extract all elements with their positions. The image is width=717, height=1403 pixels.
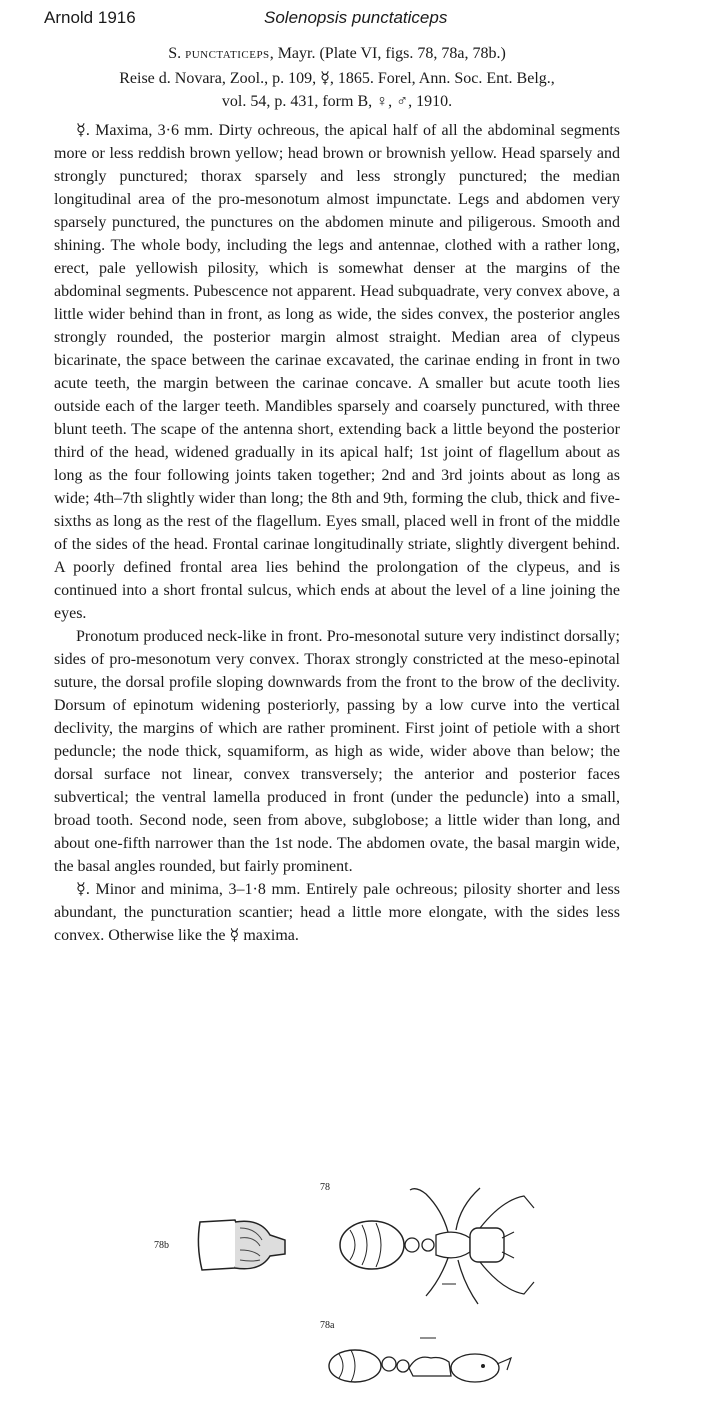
genus-abbreviation: S. [168,45,182,62]
header-species: Solenopsis punctaticeps [264,8,448,27]
reference-line-2: vol. 54, p. 431, form B, ♀, ♂, 1910. [221,93,453,110]
heading-rest: , Mayr. (Plate VI, figs. 78, 78a, 78b.) [269,45,506,62]
species-name: punctaticeps [185,45,270,62]
plate-figure [140,1180,540,1390]
reference-block [54,67,620,113]
petiole-node-drawing [190,1210,300,1280]
figure-label-78a: 78a [320,1320,335,1331]
document-body [54,42,620,947]
ant-dorsal-drawing [330,1180,550,1310]
ant-lateral-drawing [325,1328,525,1388]
reference-line-1: Reise d. Novara, Zool., p. 109, ☿, 1865. Forel, Ann. Soc. Ent. Belg., [119,70,555,87]
figure-label-78: 78 [320,1182,330,1193]
header-author-year: Arnold 1916 [44,8,136,27]
figure-label-78b: 78b [154,1240,169,1251]
species-heading [54,42,620,65]
paragraph-worker-minor: ☿. Minor and minima, 3–1·8 mm. Entirely pale ochreous; pilosity shorter and less abundant, the puncturation scantier; head a little more elongate, with the sides less convex. Otherwise like the ☿ maxima. [54,881,620,944]
page-header [44,8,677,32]
paragraph-worker-maxima: ☿. Maxima, 3·6 mm. Dirty ochreous, the apical half of all the abdominal segments more or less reddish brown yellow; head brown or brownish yellow. Head sparsely and strongly punctured; thorax sparsely and less strongly punctured; the median longitudinal area of the pro-mesonotum almost impunctate. Legs and abdomen very sparsely punctured, the punctures on the abdomen minute and piligerous. Smooth and shining. The whole body, including the legs and antennae, clothed with a rather long, erect, pale yellowish pilosity, which is somewhat denser at the margins of the abdominal segments. Pubescence not apparent. Head subquadrate, very convex above, a little wider behind than in front, as long as wide, the sides convex, the posterior angles strongly rounded, the posterior margin almost straight. Median area of clypeus bicarinate, the space between the carinae excavated, the carinae ending in front in two acute teeth, the margin between the carinae concave. A smaller but acute tooth lies outside each of the larger teeth. Mandibles sparsely and coarsely punctured, with three blunt teeth. The scape of the antenna short, extending back a little beyond the posterior third of the head, widened gradually in its apical half; 1st joint of flagellum about as long as the four following joints taken together; 2nd and 3rd joints about as long as wide; 4th–7th slightly wider than long; the 8th and 9th, forming the club, thick and five-sixths as long as the rest of the flagellum. Eyes small, placed well in front of the middle of the sides of the head. Frontal carinae longitudinally striate, slightly divergent behind. A poorly defined frontal area lies behind the prolongation of the clypeus, and is continued into a short frontal sulcus, which ends at about the level of a line joining the eyes. [54,122,620,622]
paragraph-thorax: Pronotum produced neck-like in front. Pro-mesonotal suture very indistinct dorsally; sides of pro-mesonotum very convex. Thorax strongly constricted at the meso-epinotal suture, the dorsal profile sloping downwards from the front to the brow of the declivity. Dorsum of epinotum widening posteriorly, passing by a low curve into the vertical declivity, the margins of which are rather prominent. First joint of petiole with a short peduncle; the node thick, squamiform, as high as wide, wider above than below; the dorsal surface not linear, convex transversely; the anterior and posterior faces subvertical; the ventral lamella produced in front (under the peduncle) into a small, broad tooth. Second node, seen from above, subglobose; a little wider than long, and about one-fifth narrower than the 1st node. The abdomen ovate, the basal margin wide, the basal angles rounded, but fairly prominent. [54,628,620,875]
